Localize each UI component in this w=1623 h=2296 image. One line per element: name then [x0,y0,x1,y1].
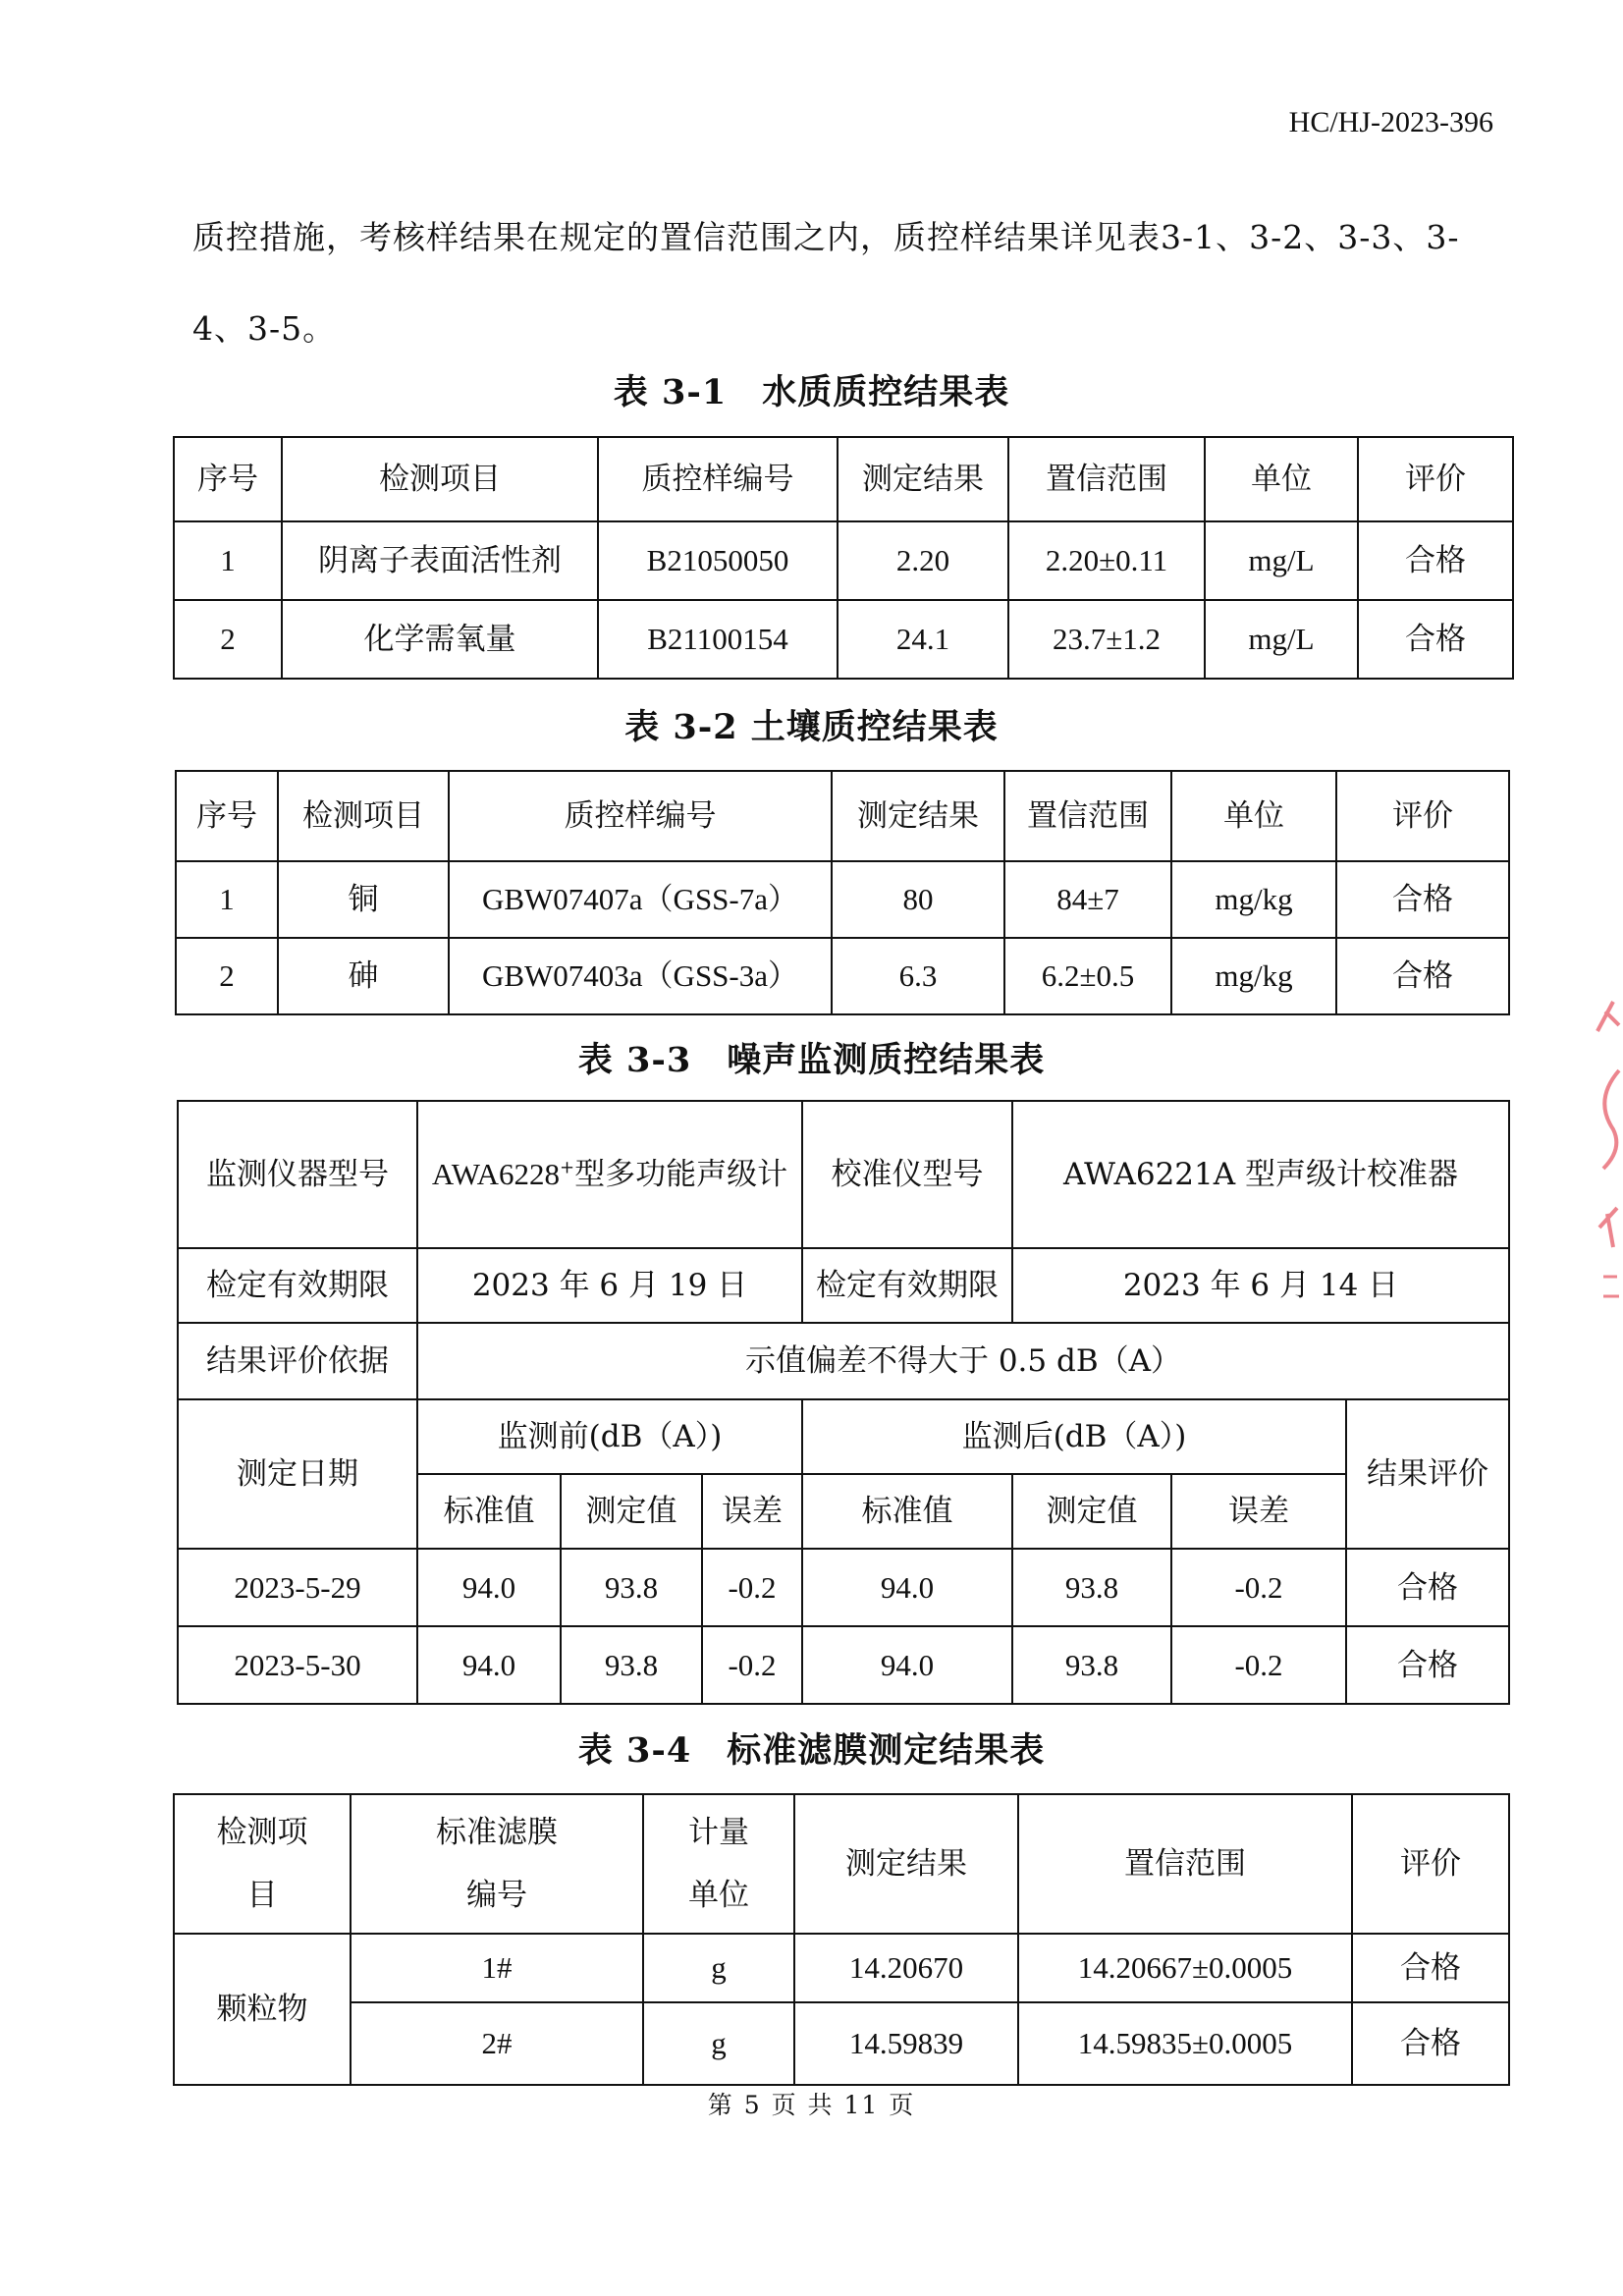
header-cell: 评价 [1352,1794,1509,1934]
instrument-row [178,1101,1509,1248]
table-cell: 2 [174,600,282,679]
table-cell: 合格 [1358,521,1513,600]
table-row [174,600,1513,679]
table-cell: 80 [832,861,1004,938]
table-cell: 2# [351,2002,643,2085]
header-cell: 序号 [174,437,282,521]
table-cell: mg/kg [1171,938,1336,1014]
table-row [174,521,1513,600]
table-cell: 14.59835±0.0005 [1018,2002,1352,2085]
table-cell: 合格 [1358,600,1513,679]
header-cell: 单位 [1205,437,1358,521]
document-number: HC/HJ-2023-396 [1288,106,1493,138]
table-cell: GBW07403a（GSS-3a） [449,938,832,1014]
sub-header-cell: 标准值 [802,1474,1012,1549]
header-cell: 计量单位 [643,1794,794,1934]
table-cell: 阴离子表面活性剂 [282,521,598,600]
table-cell: 合格 [1346,1626,1509,1704]
item-cell: 颗粒物 [174,1934,351,2085]
table-cell: 6.2±0.5 [1004,938,1171,1014]
table-cell: 合格 [1336,938,1509,1014]
validity-value: 2023 年 6 月 14 日 [1012,1248,1509,1323]
header-cell: 测定结果 [838,437,1008,521]
header-cell: 评价 [1336,771,1509,861]
table-cell: mg/L [1205,521,1358,600]
table-row [174,2002,1509,2085]
date-label: 测定日期 [178,1399,417,1549]
table-3-2 [175,770,1510,1015]
header-cell: 置信范围 [1008,437,1205,521]
table-cell: 1# [351,1934,643,2002]
table-cell: 93.8 [561,1626,702,1704]
table-header-row [176,771,1509,861]
table-cell: 94.0 [802,1549,1012,1626]
table-cell: 合格 [1336,861,1509,938]
table-cell: 93.8 [561,1549,702,1626]
instrument-label: 监测仪器型号 [178,1101,417,1248]
table-cell: 2 [176,938,278,1014]
header-cell: 测定结果 [794,1794,1018,1934]
table-header-row [174,437,1513,521]
table-cell: GBW07407a（GSS-7a） [449,861,832,938]
table-3-3-caption: 表 3-3 噪声监测质控结果表 [577,1040,1046,1080]
table-cell: 2023-5-30 [178,1626,417,1704]
header-cell: 检测项目 [278,771,449,861]
sub-header-cell: 测定值 [561,1474,702,1549]
header-cell: 置信范围 [1018,1794,1352,1934]
sub-header-cell: 误差 [1171,1474,1346,1549]
table-cell: B21050050 [598,521,838,600]
intro-paragraph: 质控措施，考核样结果在规定的置信范围之内，质控样结果详见表3-1、3-2、3-3、3-4、3-5。 [192,218,1460,348]
table-cell: B21100154 [598,600,838,679]
table-cell: 合格 [1346,1549,1509,1626]
group-header-row [178,1399,1509,1474]
table-cell: -0.2 [1171,1549,1346,1626]
table-cell: 84±7 [1004,861,1171,938]
basis-label: 结果评价依据 [178,1323,417,1399]
table-cell: 94.0 [802,1626,1012,1704]
table-cell: mg/kg [1171,861,1336,938]
basis-row [178,1323,1509,1399]
table-3-4-caption: 表 3-4 标准滤膜测定结果表 [577,1730,1046,1771]
validity-label: 检定有效期限 [178,1248,417,1323]
validity-label: 检定有效期限 [802,1248,1012,1323]
table-3-1 [173,436,1514,680]
table-row [178,1549,1509,1626]
table-cell: 1 [176,861,278,938]
sub-header-cell: 测定值 [1012,1474,1171,1549]
table-cell: g [643,2002,794,2085]
sub-header-cell: 标准值 [417,1474,561,1549]
calibrator-model: AWA6221A 型声级计校准器 [1012,1101,1509,1248]
validity-row [178,1248,1509,1323]
table-cell: -0.2 [1171,1626,1346,1704]
table-cell: 1 [174,521,282,600]
table-cell: 砷 [278,938,449,1014]
header-cell: 质控样编号 [598,437,838,521]
header-cell: 质控样编号 [449,771,832,861]
instrument-model: AWA6228+型多功能声级计 [417,1101,802,1248]
header-cell: 序号 [176,771,278,861]
table-cell: 2023-5-29 [178,1549,417,1626]
table-cell: g [643,1934,794,2002]
validity-value: 2023 年 6 月 19 日 [417,1248,802,1323]
table-cell: 化学需氧量 [282,600,598,679]
table-cell: 14.20670 [794,1934,1018,2002]
table-cell: 14.59839 [794,2002,1018,2085]
table-3-1-caption: 表 3-1 水质质控结果表 [613,372,1010,412]
table-row [176,861,1509,938]
header-cell: 单位 [1171,771,1336,861]
table-cell: 93.8 [1012,1626,1171,1704]
header-cell: 标准滤膜编号 [351,1794,643,1934]
table-cell: 合格 [1352,2002,1509,2085]
table-cell: 94.0 [417,1549,561,1626]
table-cell: mg/L [1205,600,1358,679]
table-row [174,1934,1509,2002]
seal-stamp-fragment [1584,982,1623,1316]
header-cell: 检测项目 [174,1794,351,1934]
table-cell: -0.2 [702,1626,802,1704]
basis-value: 示值偏差不得大于 0.5 dB（A） [417,1323,1509,1399]
header-cell: 检测项目 [282,437,598,521]
table-3-2-caption: 表 3-2 土壤质控结果表 [624,707,999,747]
table-cell: -0.2 [702,1549,802,1626]
table-3-4 [173,1793,1510,2086]
page-footer: 第 5 页 共 11 页 [707,2091,916,2119]
table-cell: 铜 [278,861,449,938]
table-cell: 93.8 [1012,1549,1171,1626]
table-row [178,1626,1509,1704]
result-label: 结果评价 [1346,1399,1509,1549]
header-cell: 置信范围 [1004,771,1171,861]
table-cell: 2.20±0.11 [1008,521,1205,600]
header-cell: 评价 [1358,437,1513,521]
calibrator-label: 校准仪型号 [802,1101,1012,1248]
header-cell: 测定结果 [832,771,1004,861]
table-cell: 14.20667±0.0005 [1018,1934,1352,2002]
after-label: 监测后(dB（A）) [802,1399,1346,1474]
table-row [176,938,1509,1014]
table-3-3 [177,1100,1510,1705]
sub-header-cell: 误差 [702,1474,802,1549]
table-header-row [174,1794,1509,1934]
table-cell: 2.20 [838,521,1008,600]
table-cell: 23.7±1.2 [1008,600,1205,679]
table-cell: 94.0 [417,1626,561,1704]
table-cell: 6.3 [832,938,1004,1014]
table-cell: 合格 [1352,1934,1509,2002]
before-label: 监测前(dB（A）) [417,1399,802,1474]
table-cell: 24.1 [838,600,1008,679]
